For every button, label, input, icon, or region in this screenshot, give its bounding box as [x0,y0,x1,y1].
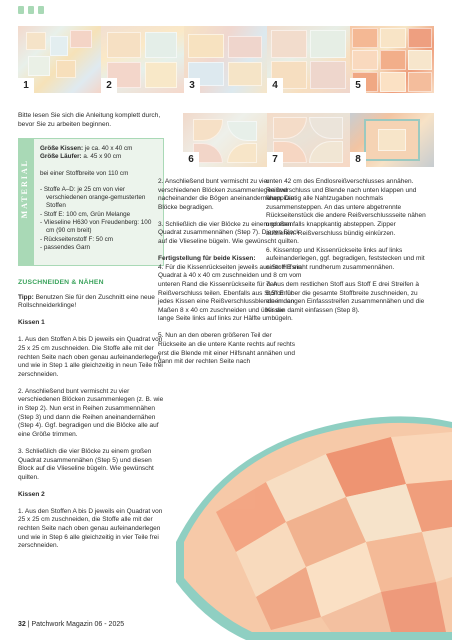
pillow-photo [156,392,452,640]
material-label: MATERIAL [20,159,29,219]
size-kissen [40,145,159,153]
kissen2-heading-text: Kissen 2 [18,490,45,498]
finishing-heading-text: Fertigstellung für beide Kissen: [158,255,256,263]
size-kissen-value: je ca. 40 x 40 cm [83,145,133,152]
step-paragraph: 5. Nun an den oberen größeren Teil der Rückseite an die untere Kante rechts auf rechts erst die Blende mit einer Hilfsnaht annähen und dann mit der rechten Seite nach [158,332,295,366]
material-sidebar [19,139,34,265]
section-heading: ZUSCHNEIDEN & NÄHEN [18,279,104,286]
kissen1-heading-text: Kissen 1 [18,319,45,327]
size-laeufer-value: a. 45 x 90 cm [81,153,122,161]
step-photo-6 [183,113,267,167]
material-item: - Rückseitenstoff F: 50 cm [40,235,114,243]
magazine-name: Patchwork Magazin 06 - 2025 [31,621,125,628]
step-number: 7 [267,152,283,167]
step-paragraph: 3. Schließlich die vier Blöcke zu einem großen Quadrat zusammennähen (Step 7). Diesen Block auf die Vlieseline bügeln. Wie gewünscht quilten. [158,220,300,246]
step-paragraph: 3. Schließlich die vier Blöcke zu einem großen Quadrat zusammennähen (Step 5) und diesen Block auf die Vlieseline bügeln. Wie gewünscht quilten. [18,447,154,481]
instructions-column-1 [18,279,164,559]
footer-separator: | [25,621,32,628]
tip-paragraph [18,294,164,311]
color-tab [28,6,34,14]
kissen1-heading [18,319,164,328]
material-item: - passendes Garn [40,243,91,251]
step-number: 3 [184,78,200,93]
size-kissen-label: Größe Kissen: [40,145,84,152]
page-tabs [18,6,44,14]
intro-text: Bitte lesen Sie sich die Anleitung komplett durch, bevor Sie zu arbeiten beginnen. [18,112,161,128]
step-paragraph: 4. Für die Kissenrückseiten jeweils aus Stoff E ein Quadrat à 40 x 40 cm zuschneiden und 8 cm vom unteren Rand die Kissenrückseite für den Reißverschluss teilen. Ebenfalls aus Stoff E für jedes Kissen eine Reißverschlussblende in den Maßen 8 x 40 cm zuschneiden und über die lange Seite links auf links zur Hälfte umbügeln. [158,263,302,323]
step-number: 1 [18,78,34,93]
step-paragraph: 7. Aus dem restlichen Stoff aus Stoff E drei Streifen à 6,5 cm über die gesamte Stoffbreite zuschneiden, zu einem langen Einfassstreifen zusammennähen und die Kissen damit einfassen (Step 8). [266,280,425,314]
step-number: 2 [101,78,117,93]
step-number: 8 [350,152,366,167]
size-laeufer-label: Größe Läufer: [40,153,82,161]
color-tab [18,6,24,14]
material-item: - Stoffe A–D: je 25 cm von vier verschiedenen orange-gemusterten Stoffen [40,185,146,210]
step-paragraph: 1. Aus den Stoffen A bis D jeweils ein Quadrat von 25 x 25 cm zuschneiden. Die Stoffe alle mit der rechten Seite nach oben genau aufeinanderlegen und wie in Step 1 alle gleichzeitig in neun Teile frei zerschneiden. [18,336,163,378]
material-item: - Vlieseline H630 von Freudenberg: 100 cm (90 cm breit) [40,219,152,235]
page-footer [18,621,124,628]
step-photo-7 [267,113,350,167]
step-number: 4 [267,78,283,93]
step-photo-2 [101,26,184,93]
step-paragraph: unten 42 cm des Endlosreißverschlusses annähen. Reißverschluss und Blende nach unten klappen und knappkantig alle Nahtzugaben nochmals zusammensteppen. An das untere abgetrennte Rückseitenstück die andere Reißverschlussseite nähen und ebenfalls knappkantig absteppen. Zipper aufziehen. Reißverschluss bündig einkürzen. [266,178,426,237]
color-tab [38,6,44,14]
step-photo-8 [350,113,434,167]
pillow-illustration [156,392,452,640]
step-paragraph: 2. Anschließend bunt vermischt zu vier verschiedenen Blöcken zusammenlegen (z. B. wie in Step 2). Nun erst in Reihen zusammennähen (Step 3) und dann die Reihen aneinandernähen (Step 4). Ggf. begradigen und die Blöcke alle auf eine Größe trimmen. [18,387,164,438]
step-photo-1 [18,26,101,93]
tip-label: Tipp: [18,293,34,301]
instructions-column-3 [266,178,426,324]
step-photo-4 [267,26,350,93]
tip-text: Benutzen Sie für den Zuschnitt eine neue Rollschneiderklinge! [18,293,155,310]
step-paragraph: 1. Aus den Stoffen A bis D jeweils ein Quadrat von 25 x 25 cm zuschneiden, die Stoffe alle mit der rechten Seite nach oben genau aufeinanderlegen und wie in Step 6 alle gleichzeitig in vier Teile frei zerschneiden. [18,507,163,550]
step-photo-5 [350,26,434,93]
material-box [18,138,164,266]
material-item: - Stoff E: 100 cm, Grün Melange [40,210,131,218]
kissen2-heading [18,491,164,500]
size-laeufer [40,153,159,161]
step-number: 6 [183,152,199,167]
page-number: 32 [18,621,26,628]
step-paragraph: 6. Kissentop und Kissenrückseite links auf links aufeinanderlegen, ggf. begradigen, feststecken und mit einer Hilfsnaht rundherum zusammennähen. [266,246,425,271]
fabric-width-note: bei einer Stoffbreite von 110 cm [40,169,129,177]
step-number: 5 [350,78,366,93]
material-body [40,145,159,252]
step-paragraph: 2. Anschließend bunt vermischt zu vier verschiedenen Blöcken zusammenlegen und nacheinander die Bögen aneinandernähen. Die Blöcke begradigen. [158,178,295,211]
step-photo-3 [184,26,267,93]
